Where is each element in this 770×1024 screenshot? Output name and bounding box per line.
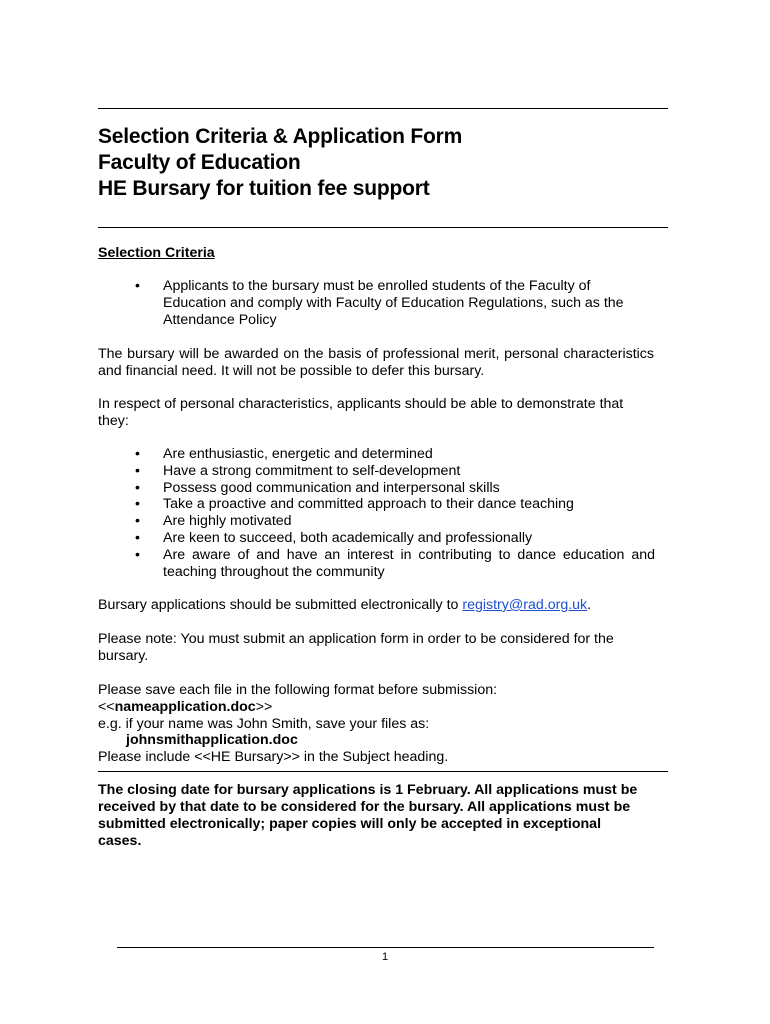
list-item <box>135 513 655 530</box>
submission-email-paragraph <box>98 597 654 614</box>
bullet-icon: • <box>135 529 140 546</box>
title-bottom-rule <box>98 227 668 228</box>
basis-paragraph: The bursary will be awarded on the basis of professional merit, personal characteristics and financial need. It will not be possible to defer this bursary. <box>98 346 654 379</box>
email-prefix: Bursary applications should be submitted electronically to <box>98 597 463 613</box>
registry-email-link[interactable]: registry@rad.org.uk <box>462 597 588 613</box>
subject-note: Please include <<HE Bursary>> in the Subject heading. <box>98 749 449 766</box>
file-format-instructions <box>98 682 654 766</box>
format-intro: Please save each file in the following format before submission: <box>98 682 498 698</box>
characteristic-text: Have a strong commitment to self-development <box>163 462 461 479</box>
characteristics-list <box>135 446 655 580</box>
email-suffix: . <box>587 597 592 613</box>
bullet-icon: • <box>135 513 140 530</box>
characteristic-text: Are aware of and have an interest in contributing to dance education and teaching throughout the community <box>163 546 655 580</box>
title-line-2: Faculty of Education <box>98 151 301 174</box>
title-block <box>98 124 678 202</box>
bullet-icon: • <box>135 462 140 479</box>
bullet-icon: • <box>135 446 140 462</box>
format-open: << <box>98 698 115 715</box>
title-line-1: Selection Criteria & Application Form <box>98 125 463 148</box>
characteristic-text: Are enthusiastic, energetic and determined <box>163 446 433 462</box>
title-line-3: HE Bursary for tuition fee support <box>98 177 430 200</box>
footer-rule <box>117 947 654 948</box>
list-item <box>135 496 655 513</box>
bullet-icon: • <box>135 546 140 563</box>
selection-criteria-heading: Selection Criteria <box>98 245 215 261</box>
characteristic-text: Are keen to succeed, both academically and professionally <box>163 529 533 546</box>
list-item <box>135 463 655 480</box>
format-close: >> <box>255 698 273 715</box>
personal-characteristics-intro: In respect of personal characteristics, applicants should be able to demonstrate that they: <box>98 396 624 429</box>
closing-top-rule <box>98 771 668 772</box>
bullet-icon: • <box>135 496 140 513</box>
application-form-note: Please note: You must submit an application form in order to be considered for the bursary. <box>98 631 614 664</box>
enrolment-bullet-list <box>135 278 655 328</box>
page-number: 1 <box>381 951 389 963</box>
characteristic-text: Are highly motivated <box>163 513 292 530</box>
characteristic-text: Possess good communication and interpersonal skills <box>163 479 500 496</box>
list-item <box>135 480 655 497</box>
list-item <box>135 547 655 581</box>
list-item <box>135 278 655 328</box>
enrolment-bullet-text: Applicants to the bursary must be enrolled students of the Faculty of Education and comply with Faculty of Education Regulations, such as the Attendance Policy <box>163 278 624 328</box>
list-item <box>135 446 655 463</box>
example-intro: e.g. if your name was John Smith, save your files as: <box>98 715 430 732</box>
example-filename: johnsmithapplication.doc <box>126 732 298 749</box>
closing-date-notice: The closing date for bursary applications is 1 February. All applications must be received by that date to be considered for the bursary. All applications must be submitted electronically; paper copies will only be accepted in exceptional cases. <box>98 782 638 849</box>
bullet-icon: • <box>135 479 140 496</box>
bullet-icon: • <box>135 278 140 294</box>
format-pattern <box>98 699 654 716</box>
list-item <box>135 530 655 547</box>
characteristic-text: Take a proactive and committed approach to their dance teaching <box>163 496 574 513</box>
format-name: nameapplication.doc <box>114 698 256 715</box>
top-rule <box>98 108 668 109</box>
